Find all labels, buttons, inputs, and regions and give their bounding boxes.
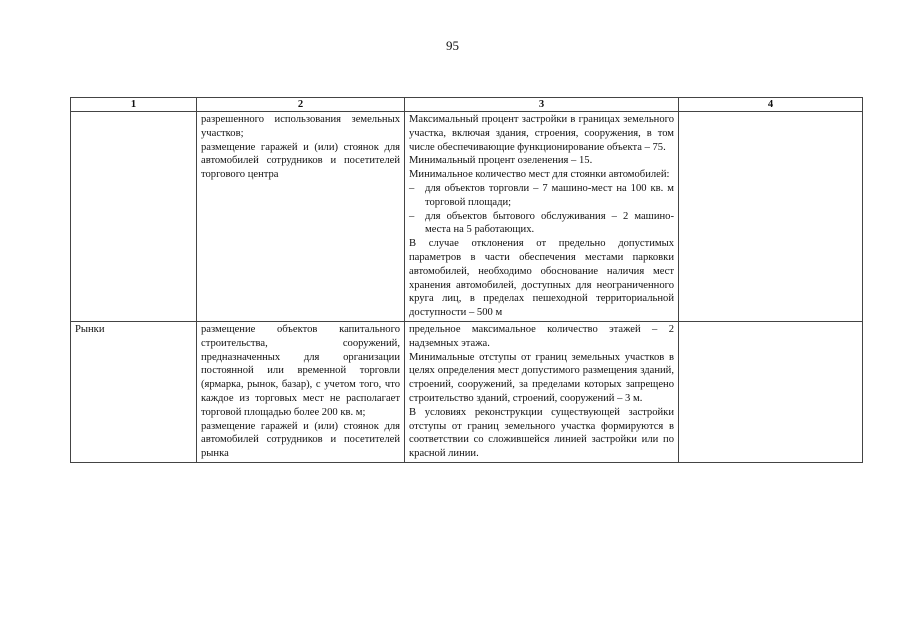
description-paragraph: размещение гаражей и (или) стоянок для автомобилей сотрудников и посетителей торгового центра (201, 141, 400, 181)
table-row (71, 112, 863, 322)
parameter-paragraph (409, 323, 674, 351)
table-header-row (71, 98, 863, 112)
parameter-text: предельное максимальное количество этажей – 2 надземных этажа. (409, 323, 674, 349)
description-paragraph: разрешенного использования земельных участков; (201, 114, 400, 139)
zone-use-name-cell: Рынки (71, 321, 197, 462)
description-paragraph: размещение гаражей и (или) стоянок для автомобилей сотрудников и посетителей рынка (201, 420, 400, 460)
parameter-paragraph (409, 406, 674, 461)
page-number: 95 (446, 38, 459, 53)
column-header-3: 3 (405, 98, 679, 112)
parameter-paragraph (409, 237, 674, 320)
parameter-text: В случае отклонения от предельно допустимых параметров в части обеспечения местами парковки автомобилей, необходимо обоснование наличия мест хранения автомобилей, доступных для неограниченного круга лиц, в пределах пешеходной территориальной доступности – 500 м (409, 238, 674, 319)
parameter-text: Минимальное количество мест для стоянки автомобилей: (409, 169, 670, 181)
table-row (71, 321, 863, 462)
list-dash: – (409, 210, 415, 222)
description-paragraph: размещение объектов капитального строительства, сооружений, предназначенных для организации постоянной или временной торговли (ярмарка, рынок, базар), с учетом того, что каждое из торговых мест не располагает торговой площадью более 200 кв. м; (201, 323, 400, 418)
parameter-text: для объектов торговли – 7 машино-мест на 100 кв. м торговой площади; (425, 182, 674, 208)
notes-cell (679, 321, 863, 462)
list-dash: – (409, 182, 415, 194)
parameter-paragraph (409, 154, 674, 168)
parameter-list-item (409, 210, 674, 238)
column-header-2: 2 (197, 98, 405, 112)
parameter-text: Минимальные отступы от границ земельных участков в целях определения мест допустимого размещения зданий, строений, сооружений, за пределами которых запрещено строительство зданий, строений, сооружений – 3 м. (409, 351, 674, 404)
parameter-paragraph (409, 113, 674, 154)
parameter-list-item (409, 182, 674, 210)
regulations-table (70, 97, 863, 463)
column-header-4: 4 (679, 98, 863, 112)
column-header-1: 1 (71, 98, 197, 112)
parameter-text: В условиях реконструкции существующей застройки отступы от границ земельного участка формируются в соответствии со сложившейся линией застройки или по красной линии. (409, 406, 674, 460)
parameters-cell (405, 112, 679, 322)
notes-cell (679, 112, 863, 322)
use-description-cell (197, 112, 405, 322)
use-description-cell (197, 321, 405, 462)
table-body (71, 112, 863, 463)
parameter-paragraph (409, 168, 674, 182)
parameter-paragraph (409, 351, 674, 406)
zone-use-name-cell (71, 112, 197, 322)
parameter-text: Минимальный процент озеленения – 15. (409, 155, 593, 167)
parameter-text: для объектов бытового обслуживания – 2 машино-места на 5 работающих. (425, 210, 674, 236)
parameters-cell (405, 321, 679, 462)
parameter-text: Максимальный процент застройки в границах земельного участка, включая здания, строения, сооружения, в том числе обеспечивающие функционирование объекта – 75. (409, 114, 674, 153)
